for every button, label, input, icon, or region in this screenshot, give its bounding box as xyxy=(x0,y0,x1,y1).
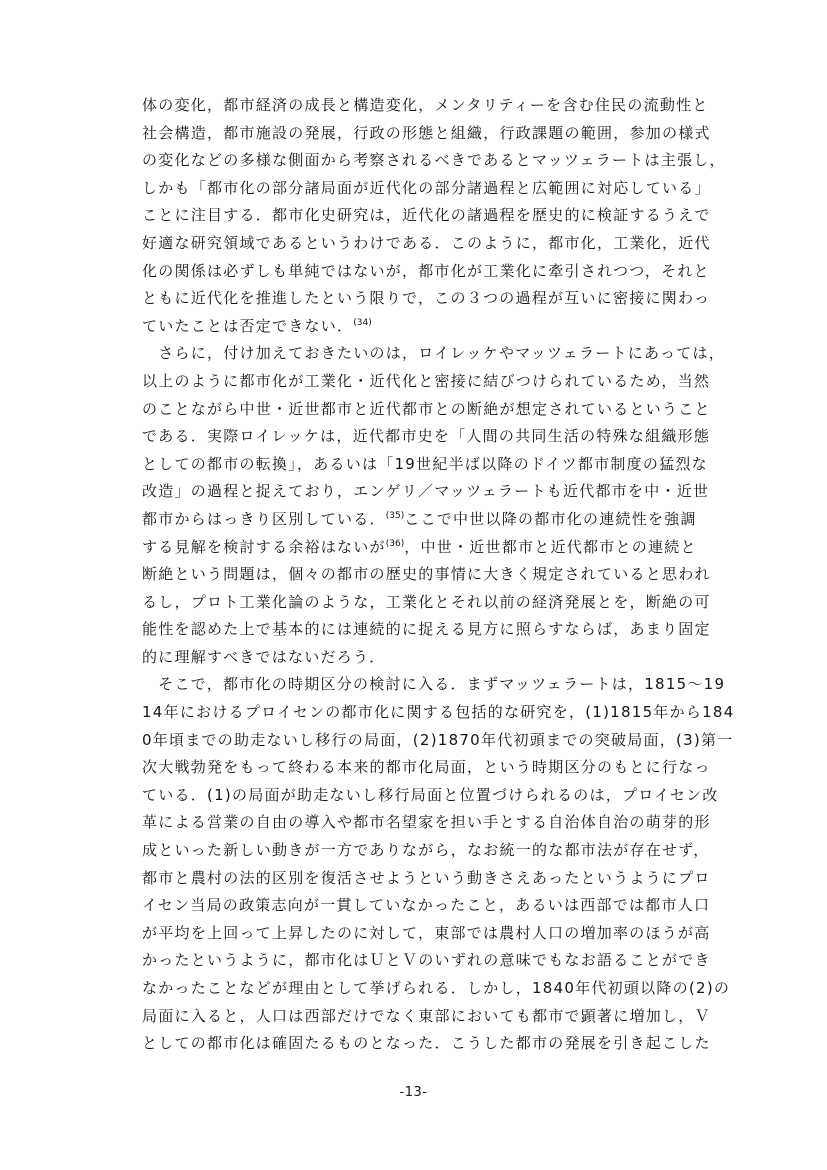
page-number: -13- xyxy=(399,1085,428,1100)
line-text: する見解を検討する余裕はないが xyxy=(142,537,386,556)
line-text: ていたことは否定できない． xyxy=(142,316,354,335)
text-line: 好適な研究領域であるというわけである．このように，都市化，工業化，近代 xyxy=(142,233,711,252)
text-line: ている．(1)の局面が助走ないし移行局面と位置づけられるのは，プロイセン改 xyxy=(142,785,719,804)
text-line: 体の変化，都市経済の成長と構造変化，メンタリティーを含む住民の流動性と xyxy=(142,96,709,114)
text-line: ことに注目する．都市化史研究は，近代化の諸過程を歴史的に検証するうえで xyxy=(142,206,711,225)
text-line: 革による営業の自由の導入や都市名望家を担い手とする自治体自治の萌芽的形 xyxy=(142,813,711,832)
text-line xyxy=(142,506,742,534)
text-line xyxy=(142,313,742,341)
footnote-ref-36: (36) xyxy=(385,538,405,549)
footnote-ref-35: (35) xyxy=(385,510,405,521)
body-text xyxy=(142,92,742,1058)
text-line: 0年頃までの助走ないし移行の局面，(2)1870年代初頭までの突破局面，(3)第一 xyxy=(142,730,734,749)
footnote-ref-34: (34) xyxy=(353,317,372,328)
text-line: ともに近代化を推進したという限りで，この３つの過程が互いに密接に関わっ xyxy=(142,289,711,308)
text-line: 改造」の過程と捉えており，エンゲリ／マッツェラートも近代都市を中・近世 xyxy=(142,482,710,501)
text-line xyxy=(142,534,742,562)
text-line: 能性を認めた上で基本的には連続的に捉える見方に照らすならば，あまり固定 xyxy=(142,620,711,639)
text-line: しかも「都市化の部分諸局面が近代化の部分諸過程と広範囲に対応している」 xyxy=(142,178,711,197)
text-line: 化の関係は必ずしも単純ではないが，都市化が工業化に牽引されつつ，それと xyxy=(142,261,710,280)
paragraph-start-line: さらに，付け加えておきたいのは，ロイレッケやマッツェラートにあっては， xyxy=(142,344,726,363)
text-line: 次大戦勃発をもって終わる本来的都市化局面，という時期区分のもとに行なっ xyxy=(142,758,711,777)
text-line: の変化などの多様な側面から考察されるべきであるとマッツェラートは主張し， xyxy=(142,151,726,170)
text-line: かったというように，都市化はＵとＶのいずれの意味でもなお語ることができ xyxy=(142,951,711,970)
text-line: 社会構造，都市施設の発展，行政の形態と組織，行政課題の範囲，参加の様式 xyxy=(142,123,711,142)
text-line: なかったことなどが理由として挙げられる．しかし，1840年代初頭以降の(2)の xyxy=(142,979,731,997)
text-line: 以上のように都市化が工業化・近代化と密接に結びつけられているため，当然 xyxy=(142,371,711,390)
text-line: が平均を上回って上昇したのに対して，東部では農村人口の増加率のほうが高 xyxy=(142,923,711,942)
text-line: 都市と農村の法的区別を復活させようという動きさえあったというようにプロ xyxy=(142,868,711,887)
text-line: イセン当局の政策志向が一貫していなかったこと，あるいは西部では都市人口 xyxy=(142,896,711,915)
text-line: るし，プロト工業化論のような，工業化とそれ以前の経済発展とを，断絶の可 xyxy=(142,592,711,611)
line-text-after: ここで中世以降の都市化の連続性を強調 xyxy=(404,509,697,528)
line-text-after: ，中世・近世都市と近代都市との連続と xyxy=(404,537,697,556)
text-line: 14年におけるプロイセンの都市化に関する包括的な研究を，(1)1815年から184 xyxy=(142,703,735,722)
text-line: である．実際ロイレッケは，近代都市史を「人間の共同生活の特殊な組織形態 xyxy=(142,427,711,446)
text-line: 的に理解すべきではないだろう． xyxy=(142,647,386,666)
text-line: 局面に入ると，人口は西部だけでなく東部においても都市で顕著に増加し，Ｖ xyxy=(142,1006,711,1025)
text-line: 断絶という問題は，個々の都市の歴史的事情に大きく規定されていると思われ xyxy=(142,565,711,584)
text-line: のことながら中世・近世都市と近代都市との断絶が想定されているということ xyxy=(142,399,711,418)
line-text: 都市からはっきり区別している． xyxy=(142,509,386,528)
text-line: としての都市化は確固たるものとなった．こうした都市の発展を引き起こした xyxy=(142,1034,711,1053)
text-line: 成といった新しい動きが一方でありながら，なお統一的な都市法が存在せず， xyxy=(142,841,710,860)
paragraph-start-line: そこで，都市化の時期区分の検討に入る．まずマッツェラートは，1815～19 xyxy=(142,675,726,694)
text-line: としての都市の転換」，あるいは「19世紀半ば以降のドイツ都市制度の猛烈な xyxy=(142,454,708,473)
